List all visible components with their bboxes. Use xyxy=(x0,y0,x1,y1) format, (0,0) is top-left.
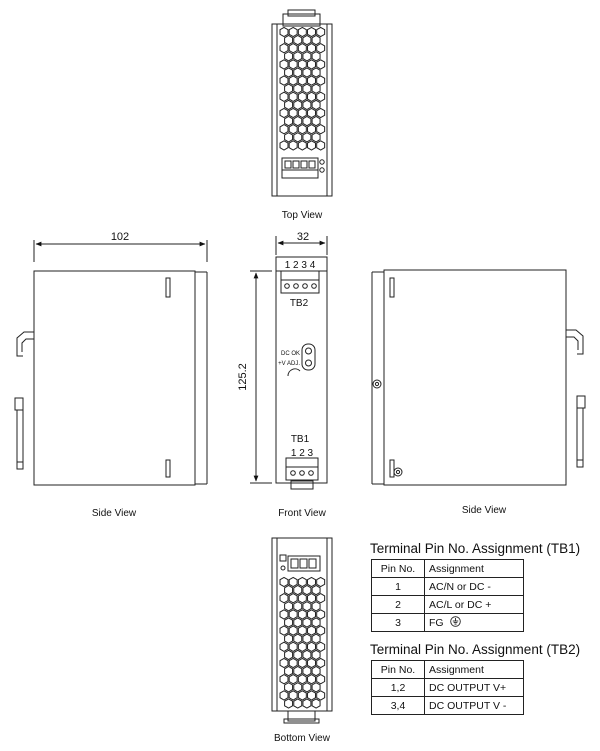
vent-hole xyxy=(285,36,293,45)
vent-hole xyxy=(285,52,293,61)
vent-hole xyxy=(308,691,316,700)
vent-hole xyxy=(317,108,325,117)
vent-hole xyxy=(294,133,302,142)
vent-hole xyxy=(298,658,306,667)
pin-header: Pin No. xyxy=(372,560,425,578)
vent-hole xyxy=(294,52,302,61)
vent-hole xyxy=(289,60,297,69)
vent-hole xyxy=(298,108,306,117)
table-header-row xyxy=(372,661,524,679)
vent-hole xyxy=(285,683,293,692)
vent-hole xyxy=(285,100,293,109)
top-view-label: Top View xyxy=(281,210,323,221)
vent-hole xyxy=(289,610,297,619)
assignment-cell: AC/N or DC - xyxy=(425,578,524,596)
vent-hole xyxy=(294,618,302,627)
tb1-table-title: Terminal Pin No. Assignment (TB1) xyxy=(370,541,581,556)
vent-hole xyxy=(308,675,316,684)
vent-hole xyxy=(317,658,325,667)
vent-hole xyxy=(289,76,297,85)
vent-hole xyxy=(289,642,297,651)
vent-hole xyxy=(303,117,311,126)
vent-hole xyxy=(298,675,306,684)
vent-hole xyxy=(312,650,320,659)
vent-hole xyxy=(289,141,297,150)
pin-cell: 1 xyxy=(372,578,425,596)
vent-hole xyxy=(285,699,293,708)
vent-hole xyxy=(294,36,302,45)
vent-hole xyxy=(308,92,316,101)
din-rail-clip-right xyxy=(566,330,585,467)
vent-hole xyxy=(308,76,316,85)
assignment-cell: AC/L or DC + xyxy=(425,596,524,614)
vent-hole xyxy=(312,699,320,708)
vent-hole xyxy=(285,602,293,611)
vent-hole xyxy=(298,125,306,134)
vent-hole xyxy=(294,683,302,692)
right-side-view-drawing xyxy=(372,270,585,485)
tb1-label: TB1 xyxy=(290,434,310,445)
vent-hole xyxy=(317,141,325,150)
vent-hole xyxy=(280,610,288,619)
vent-hole xyxy=(280,594,288,603)
vent-hole xyxy=(280,141,288,150)
vent-hole xyxy=(298,642,306,651)
vent-hole xyxy=(280,577,288,586)
vent-hole xyxy=(280,108,288,117)
bottom-view-label: Bottom View xyxy=(274,733,330,744)
vent-hole xyxy=(298,577,306,586)
vent-hole xyxy=(298,610,306,619)
vent-hole xyxy=(285,117,293,126)
vent-hole xyxy=(298,76,306,85)
vent-hole xyxy=(317,44,325,53)
vent-hole xyxy=(298,27,306,36)
v-adj-label: +V ADJ. xyxy=(278,361,300,367)
assignment-header: Assignment xyxy=(425,661,524,679)
vent-hole xyxy=(308,60,316,69)
vent-hole xyxy=(317,610,325,619)
vent-hole xyxy=(285,133,293,142)
vent-hole xyxy=(303,650,311,659)
top-vent-grid xyxy=(280,27,325,150)
vent-hole xyxy=(317,626,325,635)
vent-hole xyxy=(303,586,311,595)
vent-hole xyxy=(308,141,316,150)
vent-hole xyxy=(289,675,297,684)
vent-hole xyxy=(312,586,320,595)
vent-hole xyxy=(280,44,288,53)
vent-hole xyxy=(294,68,302,77)
table-row xyxy=(372,614,524,632)
vent-hole xyxy=(298,691,306,700)
vent-hole xyxy=(317,76,325,85)
vent-hole xyxy=(280,125,288,134)
vent-hole xyxy=(317,642,325,651)
vent-hole xyxy=(298,626,306,635)
bottom-terminal-block xyxy=(288,556,320,571)
vent-hole xyxy=(285,618,293,627)
vent-hole xyxy=(289,27,297,36)
vent-hole xyxy=(289,92,297,101)
vent-hole xyxy=(303,133,311,142)
vent-hole xyxy=(298,594,306,603)
table-header-row xyxy=(372,560,524,578)
vent-hole xyxy=(308,610,316,619)
left-side-view-drawing xyxy=(15,240,207,485)
top-terminal-block xyxy=(282,158,318,178)
vent-hole xyxy=(312,133,320,142)
vent-hole xyxy=(317,675,325,684)
vent-hole xyxy=(317,60,325,69)
front-width-dimension: 32 xyxy=(296,231,310,243)
ground-icon xyxy=(450,616,461,627)
tb1-assignment-table xyxy=(371,559,524,632)
vent-hole xyxy=(303,667,311,676)
table-row xyxy=(372,697,524,715)
tb2-assignment-table xyxy=(371,660,524,715)
vent-hole xyxy=(312,117,320,126)
vent-hole xyxy=(280,76,288,85)
vent-hole xyxy=(285,650,293,659)
tb1-terminal-block xyxy=(286,458,318,489)
vent-hole xyxy=(289,691,297,700)
vent-hole xyxy=(303,68,311,77)
vent-hole xyxy=(308,125,316,134)
vent-hole xyxy=(303,84,311,93)
top-view-drawing xyxy=(272,10,332,196)
table-row xyxy=(372,679,524,697)
vent-hole xyxy=(317,125,325,134)
table-row xyxy=(372,578,524,596)
vent-hole xyxy=(312,68,320,77)
vent-hole xyxy=(285,586,293,595)
vent-hole xyxy=(312,667,320,676)
vent-hole xyxy=(294,586,302,595)
vent-hole xyxy=(308,642,316,651)
bottom-vent-grid xyxy=(280,577,325,708)
vent-hole xyxy=(285,84,293,93)
side-width-dimension: 102 xyxy=(110,231,130,243)
din-rail-clip-left xyxy=(15,332,34,469)
pin-cell: 2 xyxy=(372,596,425,614)
vent-hole xyxy=(280,60,288,69)
assignment-cell: FG xyxy=(429,617,444,629)
vent-hole xyxy=(312,52,320,61)
vent-hole xyxy=(298,92,306,101)
vent-hole xyxy=(317,594,325,603)
vent-hole xyxy=(289,658,297,667)
vent-hole xyxy=(280,658,288,667)
vent-hole xyxy=(303,699,311,708)
vent-hole xyxy=(317,577,325,586)
vent-hole xyxy=(308,44,316,53)
vent-hole xyxy=(285,634,293,643)
front-height-dimension: 125.2 xyxy=(237,363,249,391)
vent-hole xyxy=(308,658,316,667)
vent-hole xyxy=(312,36,320,45)
tb2-pin-numbers: 1 2 3 4 xyxy=(284,260,316,271)
vent-hole xyxy=(294,699,302,708)
vent-hole xyxy=(308,626,316,635)
table-row xyxy=(372,596,524,614)
tb2-terminal-block xyxy=(281,271,319,293)
left-side-view-label: Side View xyxy=(91,508,137,519)
vent-hole xyxy=(294,117,302,126)
vent-hole xyxy=(294,84,302,93)
vent-hole xyxy=(280,626,288,635)
vent-hole xyxy=(312,634,320,643)
vent-hole xyxy=(285,667,293,676)
pin-header: Pin No. xyxy=(372,661,425,679)
vent-hole xyxy=(285,68,293,77)
vent-hole xyxy=(312,618,320,627)
pin-cell: 3,4 xyxy=(372,697,425,715)
vent-hole xyxy=(280,92,288,101)
vent-hole xyxy=(303,100,311,109)
vent-hole xyxy=(312,683,320,692)
vent-hole xyxy=(308,577,316,586)
vent-hole xyxy=(280,675,288,684)
vent-hole xyxy=(308,108,316,117)
vent-hole xyxy=(317,691,325,700)
vent-hole xyxy=(289,44,297,53)
led-and-pot xyxy=(288,344,315,376)
vent-hole xyxy=(303,602,311,611)
assignment-cell: DC OUTPUT V - xyxy=(425,697,524,715)
vent-hole xyxy=(308,27,316,36)
vent-hole xyxy=(280,691,288,700)
vent-hole xyxy=(303,683,311,692)
vent-hole xyxy=(289,577,297,586)
dc-ok-label: DC OK xyxy=(280,351,300,357)
tb2-table-title: Terminal Pin No. Assignment (TB2) xyxy=(370,642,581,657)
vent-hole xyxy=(312,100,320,109)
vent-hole xyxy=(294,667,302,676)
assignment-cell: DC OUTPUT V+ xyxy=(425,679,524,697)
vent-hole xyxy=(289,594,297,603)
vent-hole xyxy=(289,125,297,134)
assignment-header: Assignment xyxy=(425,560,524,578)
vent-hole xyxy=(308,594,316,603)
pin-cell: 3 xyxy=(372,614,425,632)
vent-hole xyxy=(298,141,306,150)
vent-hole xyxy=(298,44,306,53)
vent-hole xyxy=(298,60,306,69)
vent-hole xyxy=(303,618,311,627)
vent-hole xyxy=(280,642,288,651)
vent-hole xyxy=(294,602,302,611)
vent-hole xyxy=(294,634,302,643)
vent-hole xyxy=(289,626,297,635)
bottom-view-drawing xyxy=(272,538,332,723)
vent-hole xyxy=(303,36,311,45)
right-side-view-label: Side View xyxy=(461,505,507,516)
vent-hole xyxy=(294,100,302,109)
tb1-pin-numbers: 1 2 3 xyxy=(290,448,314,459)
front-view-label: Front View xyxy=(278,508,326,519)
tb2-label: TB2 xyxy=(289,298,309,309)
vent-hole xyxy=(303,634,311,643)
vent-hole xyxy=(312,84,320,93)
vent-hole xyxy=(317,92,325,101)
vent-hole xyxy=(289,108,297,117)
vent-hole xyxy=(280,27,288,36)
vent-hole xyxy=(294,650,302,659)
vent-hole xyxy=(312,602,320,611)
vent-hole xyxy=(303,52,311,61)
pin-cell: 1,2 xyxy=(372,679,425,697)
vent-hole xyxy=(317,27,325,36)
